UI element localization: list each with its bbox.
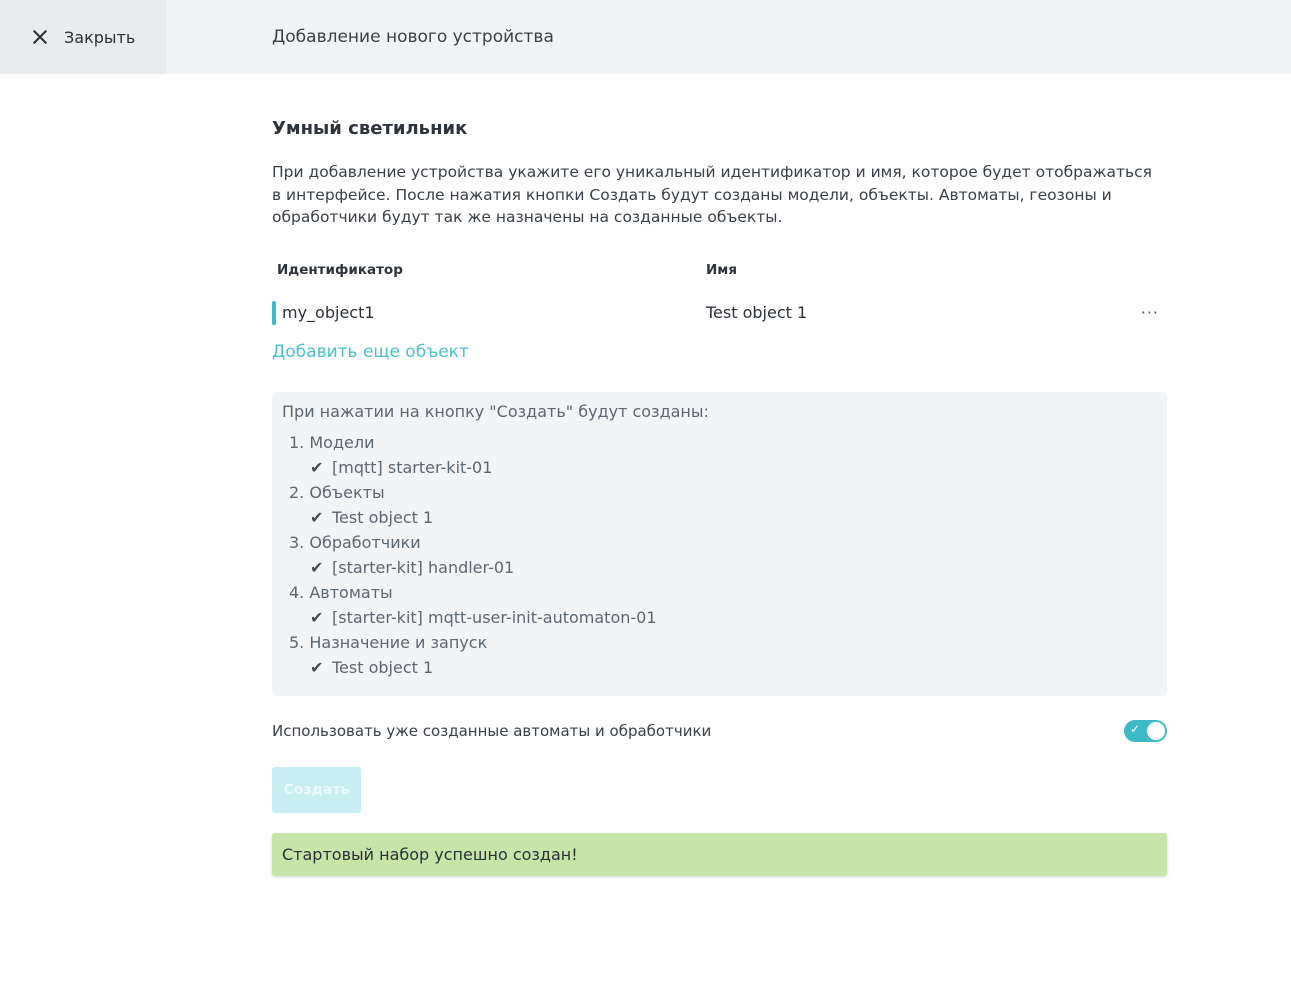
check-icon: ✔ xyxy=(310,558,324,577)
summary-subitem xyxy=(310,658,433,677)
use-existing-label: Использовать уже созданные автоматы и обработчики xyxy=(272,722,712,740)
row-more-icon[interactable]: ··· xyxy=(1140,303,1159,322)
summary-subitem-label: [starter-kit] handler-01 xyxy=(332,558,515,577)
table-row xyxy=(272,299,1167,327)
summary-subitem xyxy=(310,458,492,477)
toggle-knob xyxy=(1147,722,1165,740)
close-label: Закрыть xyxy=(64,27,136,47)
column-header-identifier: Идентификатор xyxy=(277,262,403,278)
summary-heading: При нажатии на кнопку "Создать" будут созданы: xyxy=(282,402,709,421)
row-accent-bar xyxy=(272,301,276,325)
summary-item: 2. Объекты xyxy=(289,483,385,502)
create-button[interactable]: Создать xyxy=(272,767,361,813)
top-bar xyxy=(0,0,1291,74)
close-icon xyxy=(30,27,50,47)
add-object-link[interactable]: Добавить еще объект xyxy=(272,342,469,362)
summary-subitem-label: [starter-kit] mqtt-user-init-automaton-01 xyxy=(332,608,657,627)
object-name-value[interactable]: Test object 1 xyxy=(706,303,808,322)
summary-item: 4. Автоматы xyxy=(289,583,393,602)
summary-subitem-label: [mqtt] starter-kit-01 xyxy=(332,458,493,477)
summary-subitem xyxy=(310,508,433,527)
use-existing-toggle[interactable] xyxy=(1124,720,1167,742)
summary-subitem-label: Test object 1 xyxy=(332,658,434,677)
device-description: При добавление устройства укажите его уникальный идентификатор и имя, которое будет отображаться в интерфейсе. После нажатия кнопки Создать будут созданы модели, объекты. Автоматы, геозоны и обработчики будут так же назначены на созданные объекты. xyxy=(272,163,1152,226)
close-button[interactable] xyxy=(0,0,166,74)
summary-subitem xyxy=(310,608,657,627)
column-header-name: Имя xyxy=(706,262,738,278)
creation-summary xyxy=(272,392,1167,696)
check-icon: ✔ xyxy=(310,458,324,477)
summary-subitem-label: Test object 1 xyxy=(332,508,434,527)
summary-item: 5. Назначение и запуск xyxy=(289,633,488,652)
check-icon: ✔ xyxy=(310,508,324,527)
page-title: Добавление нового устройства xyxy=(272,27,554,47)
summary-item: 1. Модели xyxy=(289,433,375,452)
summary-subitem xyxy=(310,558,514,577)
success-message: Стартовый набор успешно создан! xyxy=(272,833,1167,876)
summary-item: 3. Обработчики xyxy=(289,533,421,552)
check-icon: ✓ xyxy=(1130,722,1141,736)
check-icon: ✔ xyxy=(310,658,324,677)
device-title: Умный светильник xyxy=(272,118,468,139)
object-identifier-value[interactable]: my_object1 xyxy=(282,303,375,322)
check-icon: ✔ xyxy=(310,608,324,627)
